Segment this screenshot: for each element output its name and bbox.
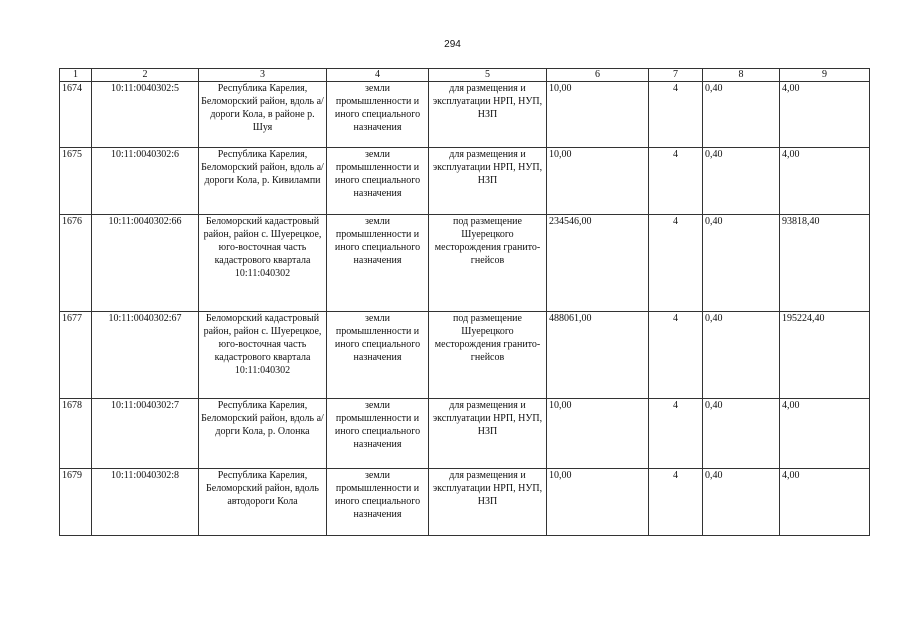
cell-number: 1679	[60, 469, 92, 536]
table-row	[60, 148, 870, 215]
cell-land-category: земли промышленности и иного специального назначения	[327, 399, 429, 469]
page-number: 294	[444, 39, 461, 50]
cell-col7: 4	[649, 148, 703, 215]
cell-permitted-use: под размещение Шуерецкого месторождения гранито-гнейсов	[429, 215, 547, 312]
cell-cadastral-number: 10:11:0040302:8	[92, 469, 199, 536]
column-header-8: 8	[703, 69, 780, 82]
cell-location: Республика Карелия, Беломорский район, вдоль а/дорги Кола, р. Олонка	[199, 399, 327, 469]
cell-cadastral-number: 10:11:0040302:6	[92, 148, 199, 215]
cell-cadastral-number: 10:11:0040302:7	[92, 399, 199, 469]
cell-rate: 0,40	[703, 399, 780, 469]
cell-rate: 0,40	[703, 148, 780, 215]
cell-land-category: земли промышленности и иного специального назначения	[327, 82, 429, 148]
cell-permitted-use: под размещение Шуерецкого месторождения гранито-гнейсов	[429, 312, 547, 399]
cell-number: 1677	[60, 312, 92, 399]
cell-cadastral-number: 10:11:0040302:5	[92, 82, 199, 148]
table-row	[60, 312, 870, 399]
table-row	[60, 399, 870, 469]
column-header-2: 2	[92, 69, 199, 82]
cell-amount: 93818,40	[780, 215, 870, 312]
table-row	[60, 82, 870, 148]
cell-area: 234546,00	[547, 215, 649, 312]
cell-col7: 4	[649, 399, 703, 469]
cell-number: 1676	[60, 215, 92, 312]
cell-number: 1674	[60, 82, 92, 148]
cell-area: 10,00	[547, 399, 649, 469]
cell-land-category: земли промышленности и иного специального назначения	[327, 469, 429, 536]
column-header-1: 1	[60, 69, 92, 82]
column-header-3: 3	[199, 69, 327, 82]
cell-permitted-use: для размещения и эксплуатации НРП, НУП, НЗП	[429, 399, 547, 469]
cell-amount: 195224,40	[780, 312, 870, 399]
cell-amount: 4,00	[780, 82, 870, 148]
cell-col7: 4	[649, 82, 703, 148]
cell-permitted-use: для размещения и эксплуатации НРП, НУП, НЗП	[429, 469, 547, 536]
cell-location: Республика Карелия, Беломорский район, вдоль а/дороги Кола, р. Кивилампи	[199, 148, 327, 215]
cell-location: Республика Карелия, Беломорский район, вдоль автодороги Кола	[199, 469, 327, 536]
column-header-4: 4	[327, 69, 429, 82]
table-row	[60, 215, 870, 312]
cell-col7: 4	[649, 312, 703, 399]
cell-cadastral-number: 10:11:0040302:66	[92, 215, 199, 312]
cell-rate: 0,40	[703, 215, 780, 312]
column-header-5: 5	[429, 69, 547, 82]
cell-land-category: земли промышленности и иного специального назначения	[327, 148, 429, 215]
cell-permitted-use: для размещения и эксплуатации НРП, НУП, НЗП	[429, 82, 547, 148]
cell-land-category: земли промышленности и иного специального назначения	[327, 312, 429, 399]
cell-location: Беломорский кадастровый район, район с. Шуерецкое, юго-восточная часть кадастрового квартала 10:11:040302	[199, 312, 327, 399]
cell-amount: 4,00	[780, 399, 870, 469]
column-header-9: 9	[780, 69, 870, 82]
column-header-6: 6	[547, 69, 649, 82]
cell-area: 10,00	[547, 82, 649, 148]
header-row	[60, 69, 870, 82]
cell-location: Республика Карелия, Беломорский район, вдоль а/дороги Кола, в районе р. Шуя	[199, 82, 327, 148]
cell-col7: 4	[649, 469, 703, 536]
cell-location: Беломорский кадастровый район, район с. Шуерецкое, юго-восточная часть кадастрового квартала 10:11:040302	[199, 215, 327, 312]
cell-number: 1675	[60, 148, 92, 215]
cell-area: 488061,00	[547, 312, 649, 399]
cell-rate: 0,40	[703, 469, 780, 536]
cell-area: 10,00	[547, 469, 649, 536]
cell-area: 10,00	[547, 148, 649, 215]
land-register-table	[59, 68, 870, 536]
table-row	[60, 469, 870, 536]
cell-cadastral-number: 10:11:0040302:67	[92, 312, 199, 399]
cell-permitted-use: для размещения и эксплуатации НРП, НУП, НЗП	[429, 148, 547, 215]
cell-land-category: земли промышленности и иного специального назначения	[327, 215, 429, 312]
cell-rate: 0,40	[703, 312, 780, 399]
cell-amount: 4,00	[780, 148, 870, 215]
cell-rate: 0,40	[703, 82, 780, 148]
cell-number: 1678	[60, 399, 92, 469]
column-header-7: 7	[649, 69, 703, 82]
cell-col7: 4	[649, 215, 703, 312]
cell-amount: 4,00	[780, 469, 870, 536]
